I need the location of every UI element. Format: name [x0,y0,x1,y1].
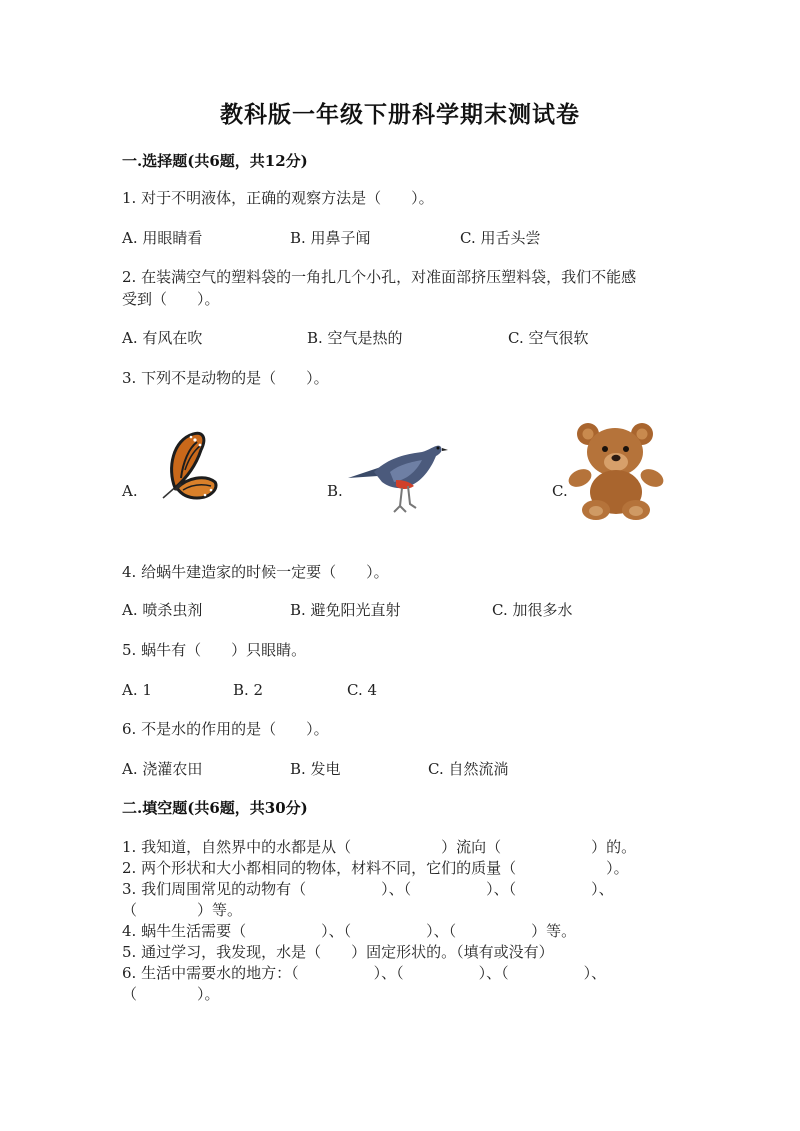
q5-option-c: C. 4 [347,681,378,699]
bird-image [344,436,450,520]
question-5: 5. 蜗牛有（ ）只眼睛。 [122,641,307,659]
q5-option-b: B. 2 [233,681,264,699]
q3-option-a: A. [122,482,138,500]
q5-option-a: A. 1 [122,681,152,699]
q4-option-c: C. 加很多水 [492,601,573,619]
teddy-bear-image [566,420,668,522]
q3-option-c: C. [552,482,568,500]
question-2-line-1: 2. 在装满空气的塑料袋的一角扎几个小孔，对准面部挤压塑料袋，我们不能感 [122,268,637,286]
q4-option-a: A. 喷杀虫剂 [122,601,203,619]
q1-option-c: C. 用舌头尝 [460,229,541,247]
section-heading-fill-in: 二.填空题(共6题，共30分) [122,799,308,817]
question-6: 6. 不是水的作用的是（ ）。 [122,720,329,738]
q4-option-b: B. 避免阳光直射 [290,601,401,619]
fill-question-1: 1. 我知道，自然界中的水都是从（ ）流向（ ）的。 [122,838,637,856]
question-1: 1. 对于不明液体，正确的观察方法是（ ）。 [122,189,434,207]
question-4: 4. 给蜗牛建造家的时候一定要（ ）。 [122,563,389,581]
q6-option-c: C. 自然流淌 [428,760,509,778]
question-2-line-2: 受到（ ）。 [122,290,220,308]
q3-option-b: B. [327,482,343,500]
fill-question-4: 4. 蜗牛生活需要（ ）、（ ）、（ ）等。 [122,922,577,940]
q2-option-b: B. 空气是热的 [307,329,403,347]
q6-option-b: B. 发电 [290,760,341,778]
fill-question-2: 2. 两个形状和大小都相同的物体，材料不同，它们的质量（ ）。 [122,859,629,877]
q6-option-a: A. 浇灌农田 [122,760,203,778]
page-title: 教科版一年级下册科学期末测试卷 [220,101,580,128]
fill-question-6-line-2: （ ）。 [122,985,220,1003]
question-3: 3. 下列不是动物的是（ ）。 [122,369,329,387]
q2-option-a: A. 有风在吹 [122,329,203,347]
q2-option-c: C. 空气很软 [508,329,589,347]
fill-question-5: 5. 通过学习，我发现，水是（ ）固定形状的。（填有或没有） [122,943,554,961]
section-heading-choice: 一.选择题(共6题，共12分) [122,152,308,170]
butterfly-image [145,428,225,508]
q1-option-a: A. 用眼睛看 [122,229,203,247]
fill-question-3-line-2: （ ）等。 [122,901,243,919]
fill-question-6-line-1: 6. 生活中需要水的地方：（ ）、（ ）、（ ）、 [122,964,607,982]
fill-question-3-line-1: 3. 我们周围常见的动物有（ ）、（ ）、（ ）、 [122,880,614,898]
q1-option-b: B. 用鼻子闻 [290,229,371,247]
